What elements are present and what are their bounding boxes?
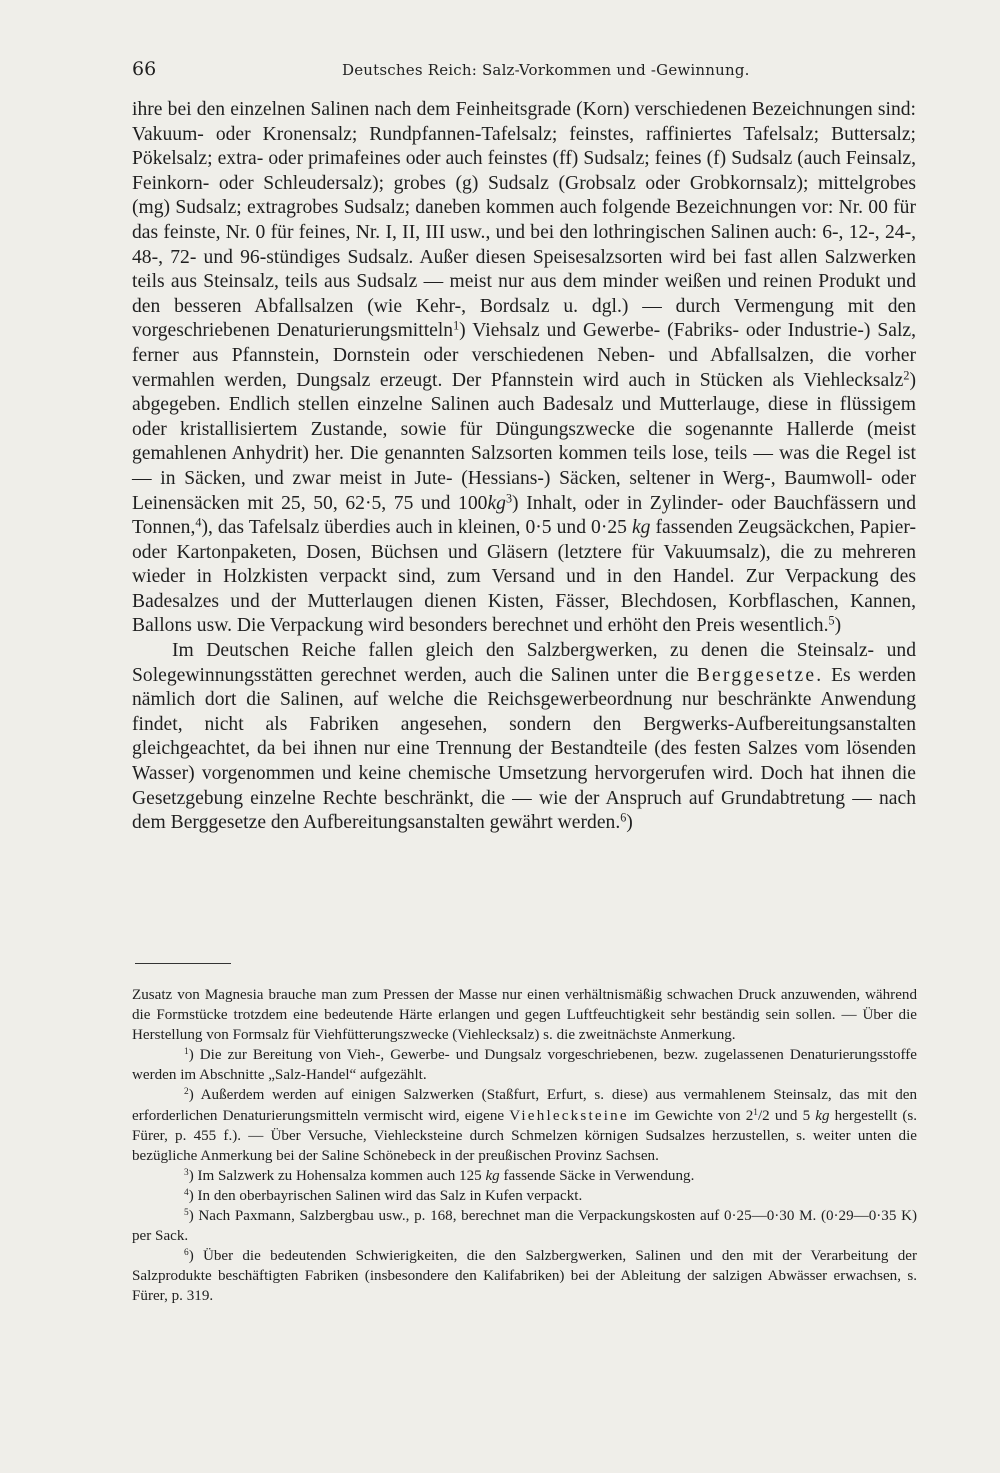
footnote-3: $^3$) Im Salzwerk zu Hohensalza kommen auch 125 kg fassende Säcke in Verwendung. bbox=[184, 1167, 695, 1184]
emphasized-term: Berggesetze. bbox=[696, 664, 824, 686]
unit-kg: kg bbox=[485, 1167, 500, 1184]
paragraph-salt-varieties: ihre bei den einzelnen Salinen nach dem Feinheitsgrade (Korn) verschiedenen Bezeichnungen sind: Vakuum- oder Kronensalz; Rundpfannen-Tafelsalz; feinstes, raffiniertes Tafelsalz; Buttersalz; Pökelsalz; extra- oder primafeines oder auch feinstes (ff) Sudsalz; feines (f) Sudsalz (auch Feinsalz, Feinkorn- oder Schleudersalz); grobes (g) Sudsalz (Grobsalz oder Grobkornsalz); mittelgrobes (mg) Sudsalz; extragrobes Sudsalz; daneben kommen auch folgende Bezeichnungen vor: Nr. 00 für das feinste, Nr. 0 für feines, Nr. I, II, III usw., und bei den lothringischen Salinen auch: 6-, 12-, 24-, 48-, 72- und 96-stündiges Sudsalz. Außer diesen Speisesalzsorten wird bei fast allen Salzwerken teils aus Steinsalz, teils aus Sudsalz — meist nur aus dem minder weißen und reinen Produkt und den besseren Abfallsalzen (wie Kehr-, Bordsalz u. dgl.) — durch Vermengung mit den vorgeschriebenen Denaturierungsmitteln$^1$) Viehsalz und Gewerbe- (Fabriks- oder Industrie-) Salz, ferner aus Pfannstein, Dornstein oder verschiedenen Neben- und Abfallsalzen, die vorher vermahlen werden, Dungsalz erzeugt. Der Pfannstein wird auch in Stücken als Viehlecksalz$^2$) abgegeben. Endlich stellen einzelne Salinen auch Badesalz und Mutterlauge, diese in flüssigem oder kristallisiertem Zustande, sowie für Düngungszwecke die sogenannte Hallerde (meist gemahlenen Anhydrit) her. Die genannten Salzsorten kommen teils lose, teils — was die Regel ist — in Säcken, und zwar meist in Jute- (Hessians-) Säcken, seltener in Werg-, Baumwoll- oder Leinensäcken mit 25, 50, 62·5, 75 und $100kg^3$) Inhalt, oder in Zylinder- oder Bauchfässern und Tonnen,$^4$), das Tafelsalz überdies auch in kleinen, 0·5 und 0·25 kg fassenden Zeugsäckchen, Papier- oder Kartonpaketen, Dosen, Büchsen und Gläsern (letztere für Vakuumsalz), die zu mehreren wieder in Holzkisten verpackt sind, zum Versand und in den Handel. Zur Verpackung des Badesalzes und der Mutterlaugen dienen Kisten, Fässer, Blechdosen, Korbflaschen, Kannen, Ballons usw. Die Verpackung wird besonders berechnet und erhöht den Preis wesentlich.$^5$) bbox=[132, 99, 916, 637]
unit-kg: kg bbox=[815, 1107, 830, 1124]
page-number: 66 bbox=[132, 58, 157, 80]
unit-kg: kg bbox=[487, 492, 506, 514]
main-text bbox=[132, 98, 916, 836]
footnote-5: $^5$) Nach Paxmann, Salzbergbau usw., p. 168, berechnet man die Verpackungskosten auf 0·25—0·30 M. (0·29—0·35 K) per Sack. bbox=[132, 1207, 917, 1245]
footnote-ref-1: 1 bbox=[453, 318, 460, 333]
unit-kg: kg bbox=[631, 517, 651, 539]
paragraph-mining-law: Im Deutschen Reiche fallen gleich den Salzbergwerken, zu denen die Steinsalz- und Solegewinnungsstätten gerechnet werden, auch die Salinen unter die Berggesetze. Es werden nämlich dort die Salinen, auf welche die Reichsgewerbeordnung nur beschränkte Anwendung findet, nicht als Fabriken angesehen, sondern den Bergwerks-Aufbereitungsanstalten gleichgeachtet, da bei ihnen nur eine Trennung der Bestandteile (des festen Salzes vom lösenden Wasser) vorgenommen und keine chemische Umsetzung hervorgerufen wird. Doch hat ihnen die Gesetzgebung einzelne Rechte beschränkt, die — wie der Anspruch auf Grundabtretung — nach dem Berggesetze den Aufbereitungsanstalten gewährt werden.$^6$) bbox=[132, 640, 917, 834]
footnote-1: $^1$) Die zur Bereitung von Vieh-, Gewerbe- und Dungsalz vorgeschriebenen, bezw. zugelassenen Denaturierungsstoffe werden im Abschnitte „Salz-Handel“ aufgezählt. bbox=[132, 1047, 917, 1084]
footnote-ref-4: 4 bbox=[195, 515, 202, 530]
footnote-ref-2: 2 bbox=[903, 367, 910, 382]
footnote-continuation: Zusatz von Magnesia brauche man zum Pressen der Masse nur einen verhältnismäßig schwachen Druck anzuwenden, während die Formstücke trotzdem eine bedeutende Härte erlangen und gegen Luftfeuchtigkeit sehr beständig sein sollen. — Über die Herstellung von Formsalz für Viehfütterungszwecke (Viehlecksalz) s. die zweitnächste Anmerkung. bbox=[132, 987, 917, 1044]
running-header bbox=[132, 58, 917, 88]
footnote-ref-5: 5 bbox=[828, 613, 835, 628]
running-title: Deutsches Reich: Salz-Vorkommen und -Gewinnung. bbox=[342, 61, 750, 79]
footnote-4: $^4$) In den oberbayrischen Salinen wird das Salz in Kufen verpackt. bbox=[184, 1187, 583, 1204]
footnote-ref-3: 3 bbox=[505, 490, 513, 505]
footnotes bbox=[132, 985, 917, 1307]
footnote-6: $^6$) Über die bedeutenden Schwierigkeiten, die den Salzbergwerken, Salinen und den mit der Verarbeitung der Salzprodukte beschäftigten Fabriken (insbesondere den Kalifabriken) bei der Ableitung der salzigen Abwässer erwachsen, s. Fürer, p. 319. bbox=[132, 1248, 917, 1305]
footnote-ref-6: 6 bbox=[620, 810, 627, 825]
footnote-2: $^2$) Außerdem werden auf einigen Salzwerken (Staßfurt, Erfurt, s. diese) aus vermahlenem Steinsalz, das mit den erforderlichen Denaturierungsmitteln vermischt wird, eigene Viehlecksteine im Gewichte von $2^1/2$ und 5 kg hergestellt (s. Fürer, p. 455 f.). — Über Versuche, Viehlecksteine durch Schmelzen körnigen Sudsalzes herzustellen, s. weiter unten die bezügliche Anmerkung bei der Saline Schönebeck in der preußischen Provinz Sachsen. bbox=[132, 1087, 918, 1164]
emphasized-term: Viehlecksteine bbox=[509, 1107, 629, 1124]
footnote-divider bbox=[135, 963, 231, 964]
